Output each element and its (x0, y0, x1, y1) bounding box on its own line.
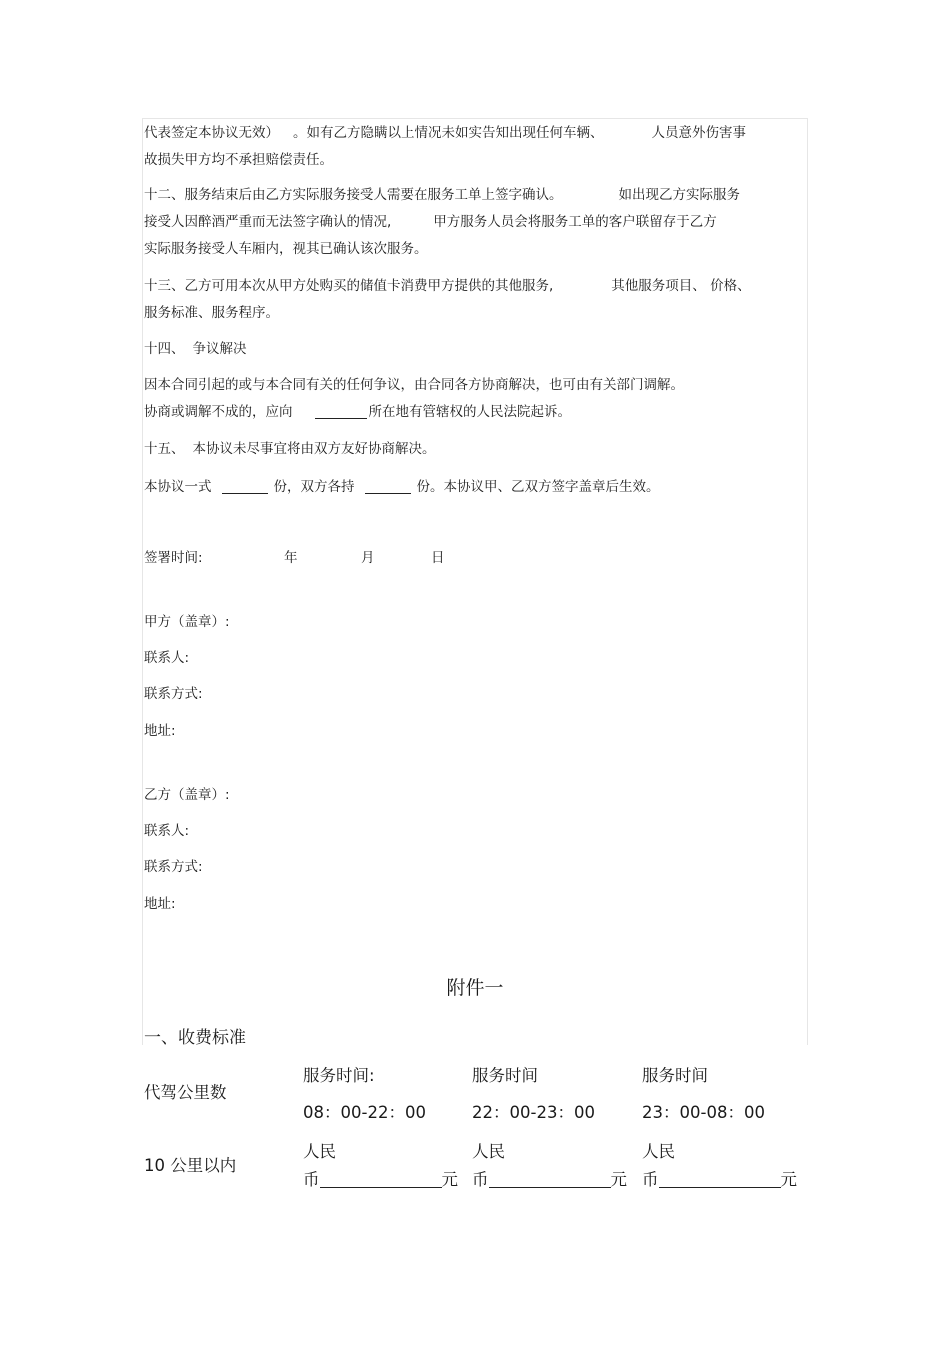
party-b-contact: 联系人: (144, 823, 190, 839)
text-segment: 元 (610, 1170, 627, 1189)
text-segment: 币 (472, 1170, 489, 1189)
total-copies-blank (222, 479, 268, 494)
party-b-contact-method: 联系方式: (144, 859, 203, 875)
fee-amount-blank (659, 1171, 781, 1188)
fee-cell-2-line1: 人民 (472, 1142, 505, 1161)
text-segment: 本协议一式 (144, 479, 212, 495)
fee-col-header-km: 代驾公里数 (144, 1083, 227, 1102)
fee-col3-time: 23：00-08：00 (642, 1103, 765, 1122)
text-segment: 甲方服务人员会将服务工单的客户联留存于乙方 (433, 214, 717, 230)
clause-11-line-2: 故损失甲方均不承担赔偿责任。 (144, 152, 333, 168)
annex-title: 附件一 (446, 977, 504, 999)
text-segment: 代表签定本协议无效） (144, 125, 279, 141)
clause-11-line-1 (144, 124, 746, 142)
fee-row-10km-label: 10 公里以内 (144, 1156, 237, 1175)
text-segment: 其他服务项目、 价格、 (611, 278, 751, 294)
fee-col1-time: 08：00-22：00 (303, 1103, 426, 1122)
sign-date-label: 签署时间: (144, 550, 203, 566)
fee-col2-time: 22：00-23：00 (472, 1103, 595, 1122)
clause-12-line-3: 实际服务接受人车厢内，视其已确认该次服务。 (144, 241, 428, 257)
clause-14-line-2 (144, 403, 571, 421)
text-segment: 份，双方各持 (273, 479, 355, 495)
text-segment: 如出现乙方实际服务 (618, 187, 740, 203)
text-segment: 币 (303, 1170, 320, 1189)
fee-col1-header: 服务时间: (303, 1066, 375, 1085)
text-segment: 十五、 (144, 441, 185, 457)
each-copies-blank (365, 479, 411, 494)
text-segment: 本协议未尽事宜将由双方友好协商解决。 (192, 441, 436, 457)
text-segment: 十四、 (144, 341, 185, 357)
sign-year: 年 (284, 550, 298, 566)
text-segment: 元 (441, 1170, 458, 1189)
text-segment: 协商或调解不成的，应向 (144, 404, 293, 420)
clause-12-line-2 (144, 213, 717, 231)
text-segment: 十二、服务结束后由乙方实际服务接受人需要在服务工单上签字确认。 (144, 187, 563, 203)
sign-day: 日 (431, 550, 445, 566)
text-segment: 争议解决 (192, 341, 247, 357)
fee-cell-2-line2 (472, 1170, 627, 1190)
text-segment: 接受人因醉酒严重而无法签字确认的情况, (144, 214, 392, 230)
text-segment: 。如有乙方隐瞒以上情况未如实告知出现任何车辆、 (293, 125, 604, 141)
fee-cell-1-line2 (303, 1170, 458, 1190)
clause-13-line-1 (144, 277, 751, 295)
clause-14-line-1: 因本合同引起的或与本合同有关的任何争议，由合同各方协商解决，也可由有关部门调解。 (144, 377, 684, 393)
fee-cell-3-line2 (642, 1170, 797, 1190)
fee-section-heading: 一、收费标准 (144, 1028, 246, 1048)
fee-col3-header: 服务时间 (642, 1066, 708, 1085)
clause-15 (144, 440, 436, 458)
text-segment: 币 (642, 1170, 659, 1189)
party-a-address: 地址: (144, 723, 176, 739)
fee-amount-blank (489, 1171, 611, 1188)
sign-month: 月 (361, 550, 375, 566)
text-segment: 人员意外伤害事 (651, 125, 746, 141)
copies-line (144, 478, 660, 496)
fee-col2-header: 服务时间 (472, 1066, 538, 1085)
court-location-blank (315, 404, 367, 419)
clause-13-line-2: 服务标准、服务程序。 (144, 305, 279, 321)
text-segment: 元 (780, 1170, 797, 1189)
party-b-seal: 乙方（盖章）: (144, 787, 230, 803)
party-b-address: 地址: (144, 896, 176, 912)
fee-amount-blank (320, 1171, 442, 1188)
clause-14-heading (144, 340, 247, 358)
text-segment: 所在地有管辖权的人民法院起诉。 (368, 404, 571, 420)
text-segment: 十三、乙方可用本次从甲方处购买的储值卡消费甲方提供的其他服务, (144, 278, 554, 294)
party-a-contact-method: 联系方式: (144, 686, 203, 702)
text-segment: 份。本协议甲、乙双方签字盖章后生效。 (416, 479, 660, 495)
fee-cell-1-line1: 人民 (303, 1142, 336, 1161)
party-a-seal: 甲方（盖章）: (144, 614, 230, 630)
party-a-contact: 联系人: (144, 650, 190, 666)
clause-12-line-1 (144, 186, 740, 204)
fee-cell-3-line1: 人民 (642, 1142, 675, 1161)
